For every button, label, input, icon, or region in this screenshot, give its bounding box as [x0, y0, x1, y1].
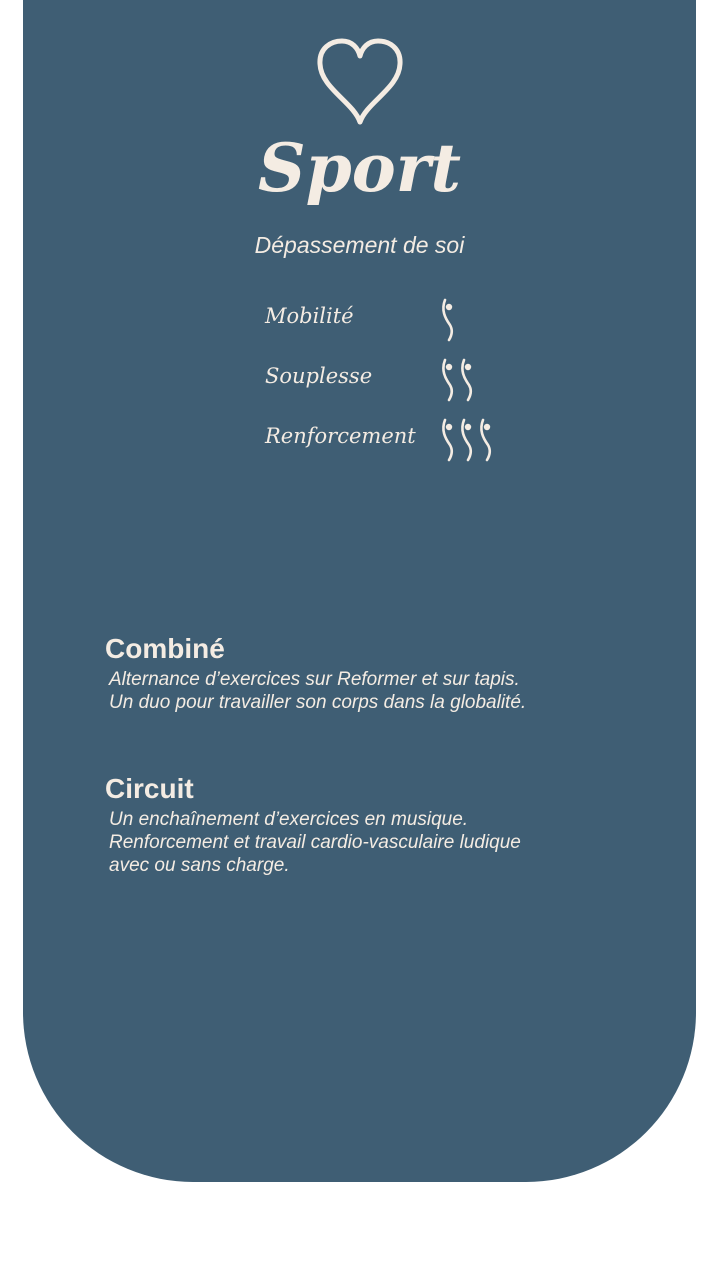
level-marks — [437, 354, 483, 402]
heart-outline-icon — [315, 38, 405, 126]
drop-mark-icon — [462, 420, 471, 460]
section-title: Combiné — [105, 633, 225, 664]
drop-mark-icon — [481, 420, 490, 460]
section-description: Alternance d’exercices sur Reformer et sur tapis. Un duo pour travailler son corps dans la globalité. — [109, 669, 527, 713]
page-subtitle: Dépassement de soi — [254, 232, 465, 258]
level-row-mobilite — [265, 294, 545, 354]
drop-mark-icon — [443, 360, 452, 400]
level-marks — [437, 294, 464, 342]
sport-card — [23, 0, 696, 1182]
level-label: Mobilité — [265, 304, 354, 328]
section-title: Circuit — [105, 773, 194, 804]
level-label: Souplesse — [265, 364, 373, 388]
level-marks — [437, 414, 502, 462]
section-combine — [105, 632, 645, 714]
drop-mark-icon — [462, 360, 471, 400]
level-row-souplesse — [265, 354, 545, 414]
level-row-renforcement — [265, 414, 545, 474]
section-circuit — [105, 772, 645, 877]
section-description: Un enchaînement d’exercices en musique. Renforcement et travail cardio-vasculaire ludique avec ou sans charge. — [109, 809, 521, 876]
drop-mark-icon — [443, 420, 452, 460]
drop-mark-icon — [443, 300, 452, 340]
page-title: Sport — [257, 129, 462, 207]
level-label: Renforcement — [265, 424, 416, 448]
level-list — [265, 294, 545, 474]
